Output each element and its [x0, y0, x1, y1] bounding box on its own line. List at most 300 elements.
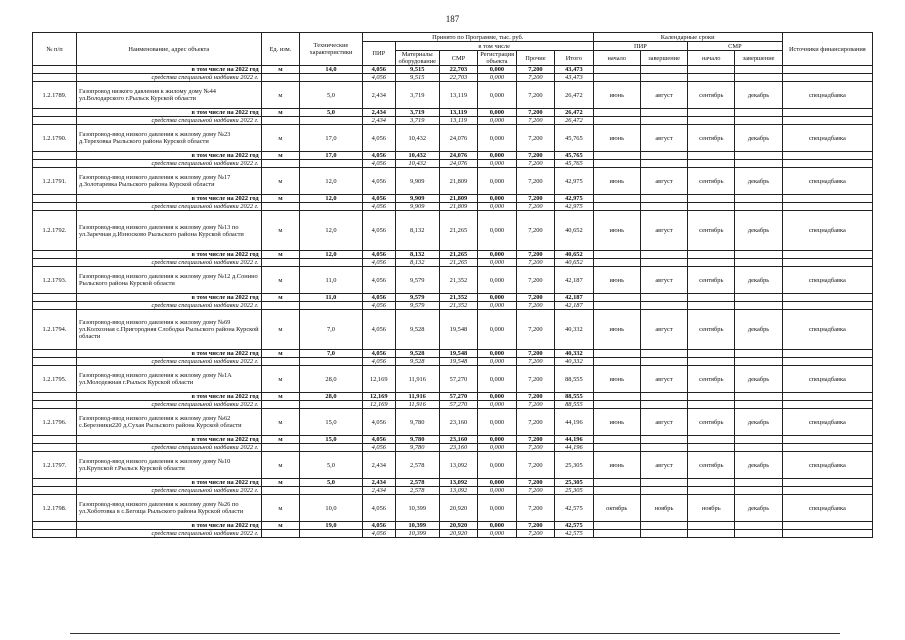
cell-empty [782, 259, 872, 267]
cell-empty [735, 152, 782, 160]
cell-registration: 0,000 [478, 82, 516, 109]
cell-total: 43,473 [555, 74, 593, 82]
header-accepted: Принято по Программе, тыс. руб. [362, 33, 593, 42]
header-cal-smr: СМР [688, 42, 783, 51]
cell-other: 7,200 [516, 495, 554, 522]
cell-registration: 0,000 [478, 195, 516, 203]
cell-empty [33, 393, 77, 401]
cell-empty [33, 117, 77, 125]
header-smr-start: начало [688, 51, 735, 66]
cell-tech: 15,0 [300, 409, 363, 436]
object-number: 1.2.1795. [33, 366, 77, 393]
cell-materials: 9,780 [395, 409, 439, 436]
special-fund-row [33, 401, 873, 409]
cell-smr: 21,809 [439, 168, 477, 195]
object-number: 1.2.1789. [33, 82, 77, 109]
cell-total: 42,187 [555, 294, 593, 302]
cell-empty [261, 487, 299, 495]
cell-empty [33, 358, 77, 366]
cell-empty [593, 203, 640, 211]
cell-empty [300, 358, 363, 366]
cell-empty [688, 350, 735, 358]
cell-empty [640, 522, 687, 530]
cell-empty [735, 444, 782, 452]
cell-other: 7,200 [516, 358, 554, 366]
cell-unit: м [261, 82, 299, 109]
cell-empty [261, 401, 299, 409]
header-smr-end: завершение [735, 51, 782, 66]
cell-total: 88,555 [555, 393, 593, 401]
cell-registration: 0,000 [478, 452, 516, 479]
cell-empty [782, 109, 872, 117]
cell-empty [33, 479, 77, 487]
cell-materials: 3,719 [395, 109, 439, 117]
cell-empty [735, 530, 782, 538]
cell-smr: 21,352 [439, 302, 477, 310]
cell-pir-end: август [640, 452, 687, 479]
cell-total: 42,187 [555, 267, 593, 294]
cell-pir: 2,434 [362, 479, 395, 487]
cell-empty [33, 302, 77, 310]
cell-materials: 9,909 [395, 203, 439, 211]
cell-empty [33, 444, 77, 452]
cell-registration: 0,000 [478, 109, 516, 117]
cell-smr-start: сентябрь [688, 366, 735, 393]
cell-tech: 14,0 [300, 66, 363, 74]
cell-empty [640, 393, 687, 401]
object-name: Газопровод-ввод низкого давления к жилому дому №1А ул.Молодежная г.Рыльск Курской области [76, 366, 261, 393]
cell-smr: 21,809 [439, 195, 477, 203]
cell-smr: 13,119 [439, 82, 477, 109]
cell-empty [688, 436, 735, 444]
cell-unit: м [261, 109, 299, 117]
cell-pir: 4,056 [362, 310, 395, 350]
cell-empty [300, 160, 363, 168]
cell-empty [593, 444, 640, 452]
cell-source: спецнадбавка [782, 310, 872, 350]
cell-empty [33, 203, 77, 211]
cell-smr-start: сентябрь [688, 267, 735, 294]
cell-empty [640, 401, 687, 409]
cell-empty [300, 401, 363, 409]
row-label: средства специальной надбавки 2022 г. [76, 358, 261, 366]
cell-empty [261, 74, 299, 82]
cell-other: 7,200 [516, 251, 554, 259]
cell-empty [688, 358, 735, 366]
cell-source: спецнадбавка [782, 495, 872, 522]
cell-empty [782, 160, 872, 168]
cell-tech: 5,0 [300, 82, 363, 109]
cell-smr: 21,352 [439, 267, 477, 294]
cell-empty [688, 160, 735, 168]
object-name: Газопровод-ввод низкого давления к жилому дому №17 д.Золотаревка Рыльского района Курской области [76, 168, 261, 195]
cell-empty [300, 487, 363, 495]
cell-smr-start: сентябрь [688, 409, 735, 436]
cell-empty [735, 109, 782, 117]
cell-unit: м [261, 66, 299, 74]
cell-pir: 4,056 [362, 436, 395, 444]
cell-empty [640, 479, 687, 487]
cell-empty [735, 522, 782, 530]
cell-source: спецнадбавка [782, 452, 872, 479]
cell-registration: 0,000 [478, 401, 516, 409]
cell-materials: 11,916 [395, 401, 439, 409]
cell-pir-start: июнь [593, 168, 640, 195]
cell-empty [782, 302, 872, 310]
cell-empty [261, 160, 299, 168]
cell-empty [261, 259, 299, 267]
object-number: 1.2.1794. [33, 310, 77, 350]
cell-empty [782, 479, 872, 487]
cell-empty [688, 530, 735, 538]
cell-empty [640, 294, 687, 302]
special-fund-row [33, 487, 873, 495]
cell-empty [782, 195, 872, 203]
cell-empty [782, 530, 872, 538]
cell-other: 7,200 [516, 211, 554, 251]
cell-empty [688, 522, 735, 530]
cell-materials: 2,578 [395, 452, 439, 479]
cell-empty [688, 401, 735, 409]
cell-unit: м [261, 409, 299, 436]
cell-total: 42,975 [555, 168, 593, 195]
row-label: в том числе на 2022 год [76, 109, 261, 117]
object-row [33, 267, 873, 294]
cell-empty [593, 251, 640, 259]
cell-tech: 7,0 [300, 350, 363, 358]
cell-empty [593, 259, 640, 267]
cell-pir-start: июнь [593, 409, 640, 436]
cell-pir-end: август [640, 366, 687, 393]
row-label: в том числе на 2022 год [76, 152, 261, 160]
cell-registration: 0,000 [478, 251, 516, 259]
cell-other: 7,200 [516, 125, 554, 152]
cell-pir: 4,056 [362, 125, 395, 152]
cell-empty [735, 259, 782, 267]
cell-empty [735, 74, 782, 82]
cell-pir-end: август [640, 168, 687, 195]
header-materials: Материалы оборудование [395, 51, 439, 66]
cell-smr: 13,119 [439, 109, 477, 117]
cell-total: 26,472 [555, 82, 593, 109]
cell-smr: 57,270 [439, 393, 477, 401]
cell-pir: 2,434 [362, 117, 395, 125]
row-label: в том числе на 2022 год [76, 479, 261, 487]
cell-pir: 2,434 [362, 487, 395, 495]
row-label: в том числе на 2022 год [76, 294, 261, 302]
year-total-row [33, 294, 873, 302]
cell-materials: 9,909 [395, 195, 439, 203]
special-fund-row [33, 358, 873, 366]
special-fund-row [33, 74, 873, 82]
cell-empty [593, 401, 640, 409]
header-num: № п/п [33, 33, 77, 66]
cell-other: 7,200 [516, 82, 554, 109]
cell-empty [261, 117, 299, 125]
cell-total: 42,975 [555, 203, 593, 211]
row-label: средства специальной надбавки 2022 г. [76, 259, 261, 267]
cell-total: 42,575 [555, 495, 593, 522]
cell-pir-start: октябрь [593, 495, 640, 522]
cell-total: 40,652 [555, 259, 593, 267]
cell-empty [688, 203, 735, 211]
cell-other: 7,200 [516, 267, 554, 294]
cell-unit: м [261, 251, 299, 259]
cell-registration: 0,000 [478, 522, 516, 530]
year-total-row [33, 66, 873, 74]
cell-registration: 0,000 [478, 66, 516, 74]
cell-empty [688, 487, 735, 495]
cell-total: 44,196 [555, 444, 593, 452]
row-label: в том числе на 2022 год [76, 66, 261, 74]
cell-empty [688, 251, 735, 259]
cell-smr: 13,092 [439, 487, 477, 495]
cell-other: 7,200 [516, 152, 554, 160]
cell-other: 7,200 [516, 436, 554, 444]
cell-registration: 0,000 [478, 259, 516, 267]
header-cal-pir: ПИР [593, 42, 688, 51]
header-pir: ПИР [362, 42, 395, 66]
cell-empty [640, 74, 687, 82]
cell-total: 40,332 [555, 350, 593, 358]
cell-other: 7,200 [516, 203, 554, 211]
cell-empty [640, 195, 687, 203]
cell-empty [33, 401, 77, 409]
cell-other: 7,200 [516, 479, 554, 487]
cell-registration: 0,000 [478, 160, 516, 168]
cell-pir-end: август [640, 267, 687, 294]
year-total-row [33, 109, 873, 117]
object-name: Газопровод-ввод низкого давления к жилому дому №10 ул.Крупской г.Рыльск Курской области [76, 452, 261, 479]
cell-other: 7,200 [516, 66, 554, 74]
row-label: в том числе на 2022 год [76, 195, 261, 203]
cell-empty [640, 109, 687, 117]
cell-smr-end: декабрь [735, 310, 782, 350]
cell-smr-end: декабрь [735, 267, 782, 294]
cell-empty [33, 436, 77, 444]
cell-empty [593, 530, 640, 538]
cell-empty [782, 436, 872, 444]
cell-empty [688, 294, 735, 302]
cell-empty [688, 302, 735, 310]
cell-smr: 23,160 [439, 444, 477, 452]
cell-other: 7,200 [516, 409, 554, 436]
cell-tech: 12,0 [300, 195, 363, 203]
cell-pir: 2,434 [362, 82, 395, 109]
cell-materials: 9,579 [395, 267, 439, 294]
cell-other: 7,200 [516, 393, 554, 401]
cell-empty [300, 530, 363, 538]
cell-empty [33, 487, 77, 495]
table-body [33, 66, 873, 538]
cell-smr-start: ноябрь [688, 495, 735, 522]
cell-empty [33, 152, 77, 160]
cell-empty [640, 117, 687, 125]
cell-empty [735, 479, 782, 487]
cell-tech: 28,0 [300, 366, 363, 393]
cell-materials: 10,432 [395, 160, 439, 168]
cell-unit: м [261, 168, 299, 195]
cell-pir: 12,169 [362, 393, 395, 401]
cell-empty [640, 350, 687, 358]
cell-empty [782, 74, 872, 82]
cell-registration: 0,000 [478, 117, 516, 125]
table-header [33, 33, 873, 66]
cell-registration: 0,000 [478, 211, 516, 251]
cell-empty [640, 530, 687, 538]
cell-unit: м [261, 436, 299, 444]
cell-other: 7,200 [516, 302, 554, 310]
cell-empty [593, 479, 640, 487]
object-number: 1.2.1793. [33, 267, 77, 294]
cell-other: 7,200 [516, 444, 554, 452]
cell-other: 7,200 [516, 259, 554, 267]
cell-materials: 11,916 [395, 366, 439, 393]
cell-tech: 7,0 [300, 310, 363, 350]
cell-unit: м [261, 294, 299, 302]
cell-pir: 4,056 [362, 152, 395, 160]
row-label: средства специальной надбавки 2022 г. [76, 487, 261, 495]
cell-registration: 0,000 [478, 74, 516, 82]
object-number: 1.2.1792. [33, 211, 77, 251]
cell-registration: 0,000 [478, 530, 516, 538]
cell-unit: м [261, 393, 299, 401]
cell-empty [593, 66, 640, 74]
cell-empty [782, 358, 872, 366]
cell-registration: 0,000 [478, 487, 516, 495]
cell-pir-end: август [640, 125, 687, 152]
cell-empty [782, 393, 872, 401]
row-label: в том числе на 2022 год [76, 393, 261, 401]
cell-pir: 4,056 [362, 444, 395, 452]
cell-empty [688, 393, 735, 401]
cell-materials: 9,515 [395, 66, 439, 74]
cell-empty [735, 350, 782, 358]
cell-smr: 22,703 [439, 66, 477, 74]
cell-registration: 0,000 [478, 495, 516, 522]
cell-empty [300, 74, 363, 82]
cell-empty [300, 444, 363, 452]
cell-empty [261, 203, 299, 211]
cell-empty [782, 203, 872, 211]
cell-smr-end: декабрь [735, 82, 782, 109]
cell-total: 40,332 [555, 358, 593, 366]
cell-empty [688, 109, 735, 117]
special-fund-row [33, 117, 873, 125]
object-row [33, 211, 873, 251]
cell-pir: 4,056 [362, 203, 395, 211]
cell-pir: 4,056 [362, 267, 395, 294]
cell-registration: 0,000 [478, 366, 516, 393]
year-total-row [33, 195, 873, 203]
row-label: в том числе на 2022 год [76, 436, 261, 444]
cell-unit: м [261, 495, 299, 522]
cell-empty [688, 66, 735, 74]
cell-total: 43,473 [555, 66, 593, 74]
cell-smr: 23,160 [439, 436, 477, 444]
cell-pir: 4,056 [362, 259, 395, 267]
cell-empty [640, 259, 687, 267]
object-number: 1.2.1796. [33, 409, 77, 436]
cell-registration: 0,000 [478, 294, 516, 302]
cell-empty [593, 160, 640, 168]
cell-empty [688, 479, 735, 487]
cell-empty [688, 152, 735, 160]
cell-pir-start: июнь [593, 310, 640, 350]
cell-registration: 0,000 [478, 168, 516, 195]
cell-other: 7,200 [516, 310, 554, 350]
cell-pir: 4,056 [362, 358, 395, 366]
cell-registration: 0,000 [478, 409, 516, 436]
program-table [32, 32, 873, 538]
cell-empty [782, 487, 872, 495]
cell-other: 7,200 [516, 350, 554, 358]
cell-smr-end: декабрь [735, 211, 782, 251]
cell-pir: 4,056 [362, 160, 395, 168]
cell-materials: 2,578 [395, 479, 439, 487]
object-number: 1.2.1797. [33, 452, 77, 479]
cell-registration: 0,000 [478, 350, 516, 358]
cell-pir: 4,056 [362, 530, 395, 538]
cell-other: 7,200 [516, 117, 554, 125]
cell-empty [33, 530, 77, 538]
cell-smr: 19,548 [439, 350, 477, 358]
cell-materials: 8,132 [395, 259, 439, 267]
header-source: Источники финансирования [782, 33, 872, 66]
cell-total: 45,765 [555, 160, 593, 168]
year-total-row [33, 152, 873, 160]
cell-registration: 0,000 [478, 479, 516, 487]
cell-smr-start: сентябрь [688, 125, 735, 152]
cell-empty [593, 350, 640, 358]
cell-registration: 0,000 [478, 152, 516, 160]
cell-empty [261, 302, 299, 310]
cell-pir: 4,056 [362, 350, 395, 358]
cell-empty [593, 74, 640, 82]
year-total-row [33, 350, 873, 358]
cell-smr: 24,076 [439, 152, 477, 160]
year-total-row [33, 393, 873, 401]
special-fund-row [33, 530, 873, 538]
cell-tech: 5,0 [300, 109, 363, 117]
cell-empty [593, 109, 640, 117]
year-total-row [33, 479, 873, 487]
cell-materials: 3,719 [395, 82, 439, 109]
cell-empty [300, 203, 363, 211]
cell-tech: 19,0 [300, 522, 363, 530]
cell-unit: м [261, 152, 299, 160]
cell-empty [735, 251, 782, 259]
row-label: в том числе на 2022 год [76, 522, 261, 530]
cell-empty [640, 487, 687, 495]
cell-empty [735, 195, 782, 203]
cell-pir: 12,169 [362, 366, 395, 393]
cell-tech: 12,0 [300, 168, 363, 195]
cell-materials: 3,719 [395, 117, 439, 125]
object-row [33, 82, 873, 109]
cell-empty [261, 444, 299, 452]
cell-total: 88,555 [555, 366, 593, 393]
object-number: 1.2.1791. [33, 168, 77, 195]
cell-other: 7,200 [516, 160, 554, 168]
cell-empty [593, 436, 640, 444]
cell-materials: 2,578 [395, 487, 439, 495]
cell-empty [593, 358, 640, 366]
cell-empty [782, 522, 872, 530]
cell-materials: 9,780 [395, 444, 439, 452]
cell-empty [640, 66, 687, 74]
cell-materials: 9,528 [395, 358, 439, 366]
